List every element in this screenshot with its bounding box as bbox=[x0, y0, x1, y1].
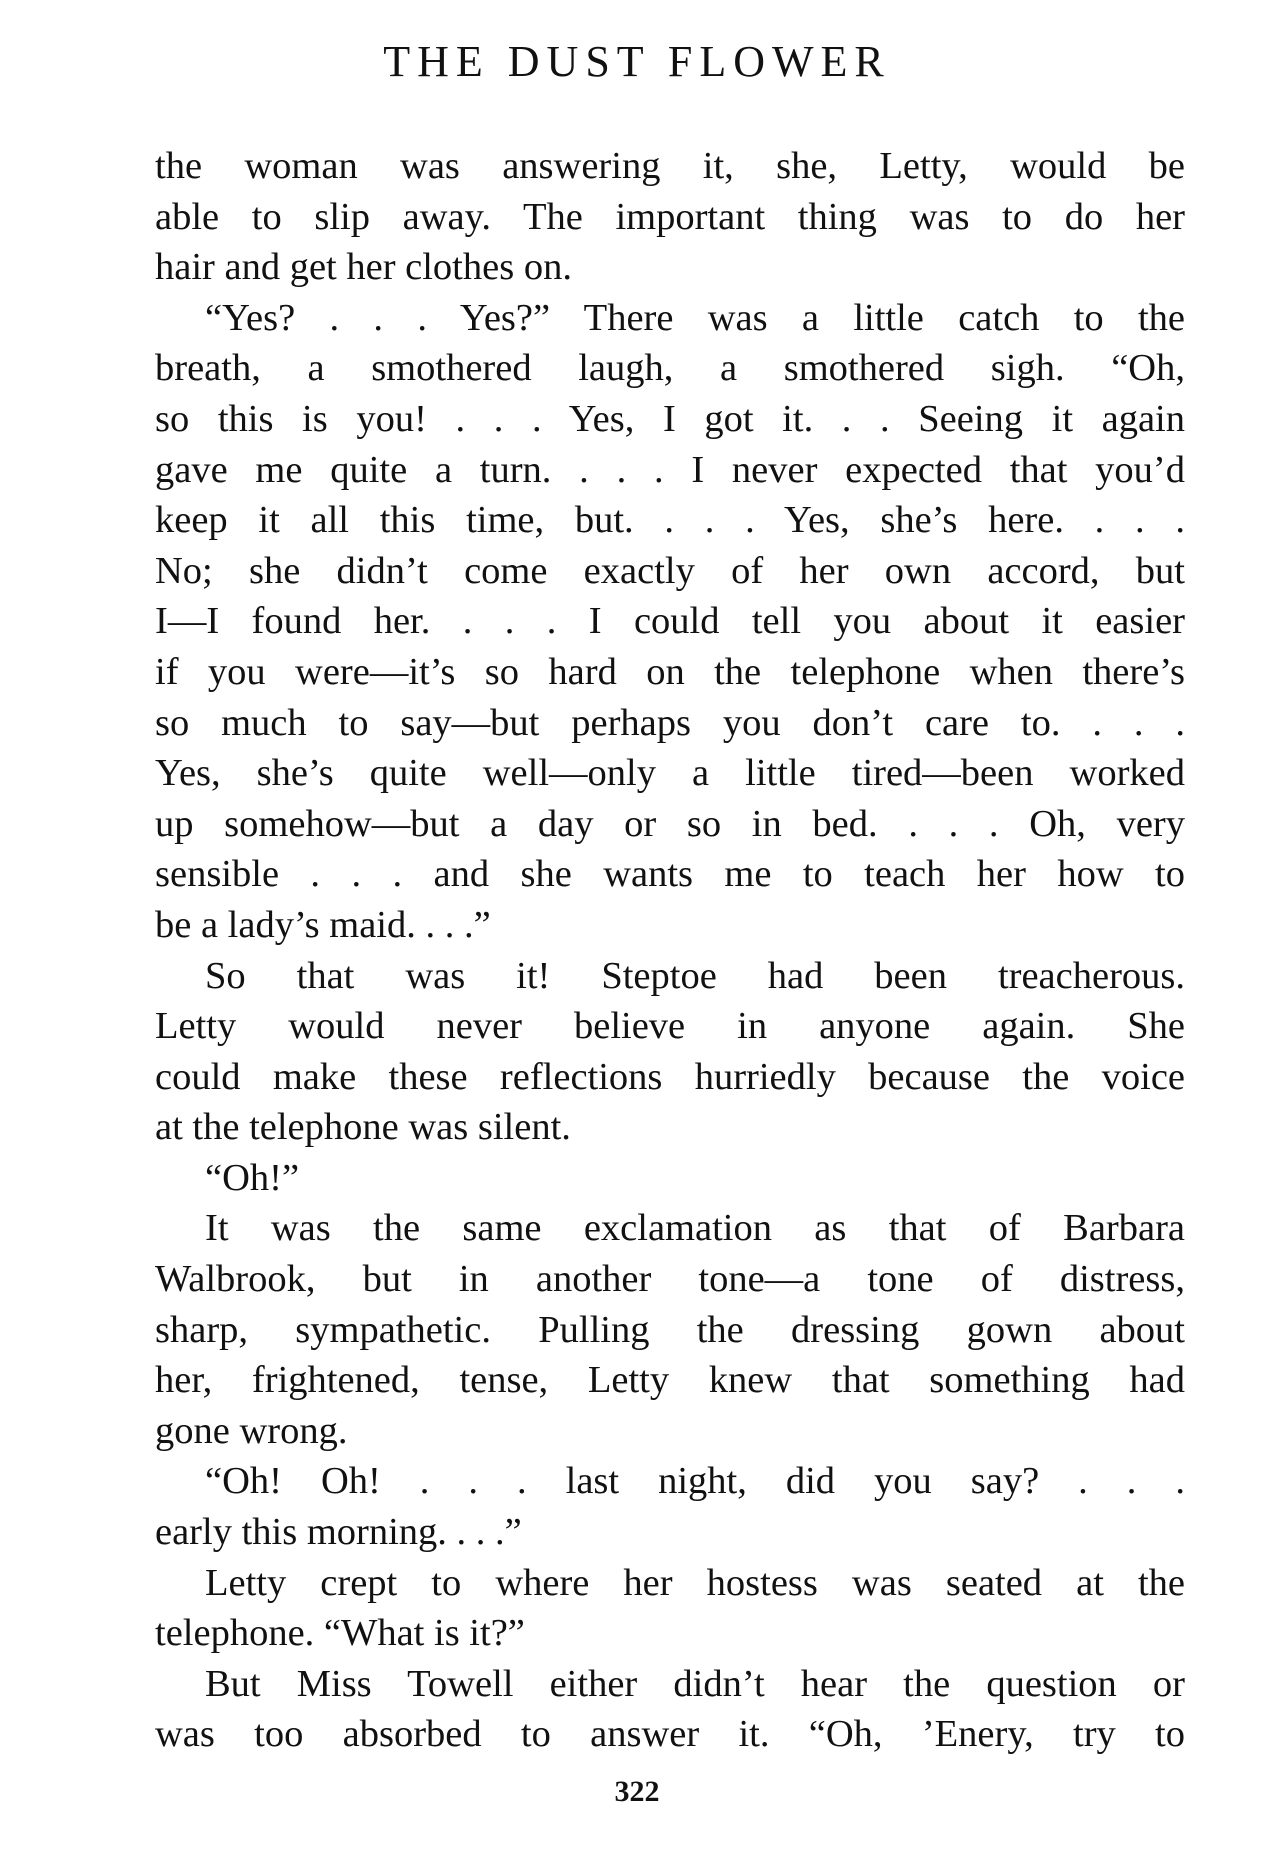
text-line: Letty would never believe in anyone again. She bbox=[155, 1005, 1185, 1048]
text-line: It was the same exclamation as that of Barbara bbox=[205, 1207, 1185, 1250]
text-line: Letty crept to where her hostess was seated at the bbox=[205, 1561, 1185, 1604]
text-line: breath, a smothered laugh, a smothered sigh. “Oh, bbox=[155, 347, 1185, 390]
text-line: able to slip away. The important thing was to do her bbox=[155, 195, 1185, 238]
text-line: so much to say—but perhaps you don’t care to. . . . bbox=[155, 701, 1185, 744]
running-head: THE DUST FLOWER bbox=[383, 37, 891, 86]
text-line: up somehow—but a day or so in bed. . . . Oh, very bbox=[155, 802, 1185, 845]
text-line: “Oh! Oh! . . . last night, did you say? . . . bbox=[205, 1460, 1185, 1503]
text-line: at the telephone was silent. bbox=[155, 1106, 571, 1149]
page-number: 322 bbox=[614, 1775, 660, 1808]
text-line: early this morning. . . .” bbox=[155, 1511, 522, 1554]
text-line: But Miss Towell either didn’t hear the question or bbox=[205, 1662, 1185, 1705]
text-line: “Oh!” bbox=[205, 1156, 300, 1199]
text-line: her, frightened, tense, Letty knew that something had bbox=[155, 1359, 1185, 1402]
text-line: “Yes? . . . Yes?” There was a little catch to the bbox=[205, 296, 1185, 339]
text-line: I—I found her. . . . I could tell you about it easier bbox=[155, 600, 1185, 643]
text-line: Yes, she’s quite well—only a little tired—been worked bbox=[155, 752, 1185, 795]
text-line: was too absorbed to answer it. “Oh, ’Enery, try to bbox=[155, 1713, 1185, 1756]
text-line: Walbrook, but in another tone—a tone of distress, bbox=[155, 1258, 1185, 1301]
text-line: So that was it! Steptoe had been treacherous. bbox=[205, 954, 1185, 997]
text-line: hair and get her clothes on. bbox=[155, 246, 572, 289]
text-line: No; she didn’t come exactly of her own accord, but bbox=[155, 549, 1185, 592]
text-line: the woman was answering it, she, Letty, would be bbox=[155, 145, 1185, 187]
text-line: be a lady’s maid. . . .” bbox=[155, 903, 491, 946]
text-line: gave me quite a turn. . . . I never expected that you’d bbox=[155, 448, 1185, 491]
text-line: keep it all this time, but. . . . Yes, she’s here. . . . bbox=[155, 499, 1185, 542]
body-text bbox=[155, 141, 1185, 1760]
text-line: sensible . . . and she wants me to teach her how to bbox=[155, 853, 1185, 896]
text-line: telephone. “What is it?” bbox=[155, 1612, 525, 1655]
text-line: sharp, sympathetic. Pulling the dressing gown about bbox=[155, 1308, 1185, 1351]
text-line: if you were—it’s so hard on the telephone when there’s bbox=[155, 650, 1185, 693]
text-line: could make these reflections hurriedly because the voice bbox=[155, 1055, 1185, 1098]
text-line: gone wrong. bbox=[155, 1409, 348, 1452]
text-line: so this is you! . . . Yes, I got it. . . Seeing it again bbox=[155, 397, 1185, 440]
